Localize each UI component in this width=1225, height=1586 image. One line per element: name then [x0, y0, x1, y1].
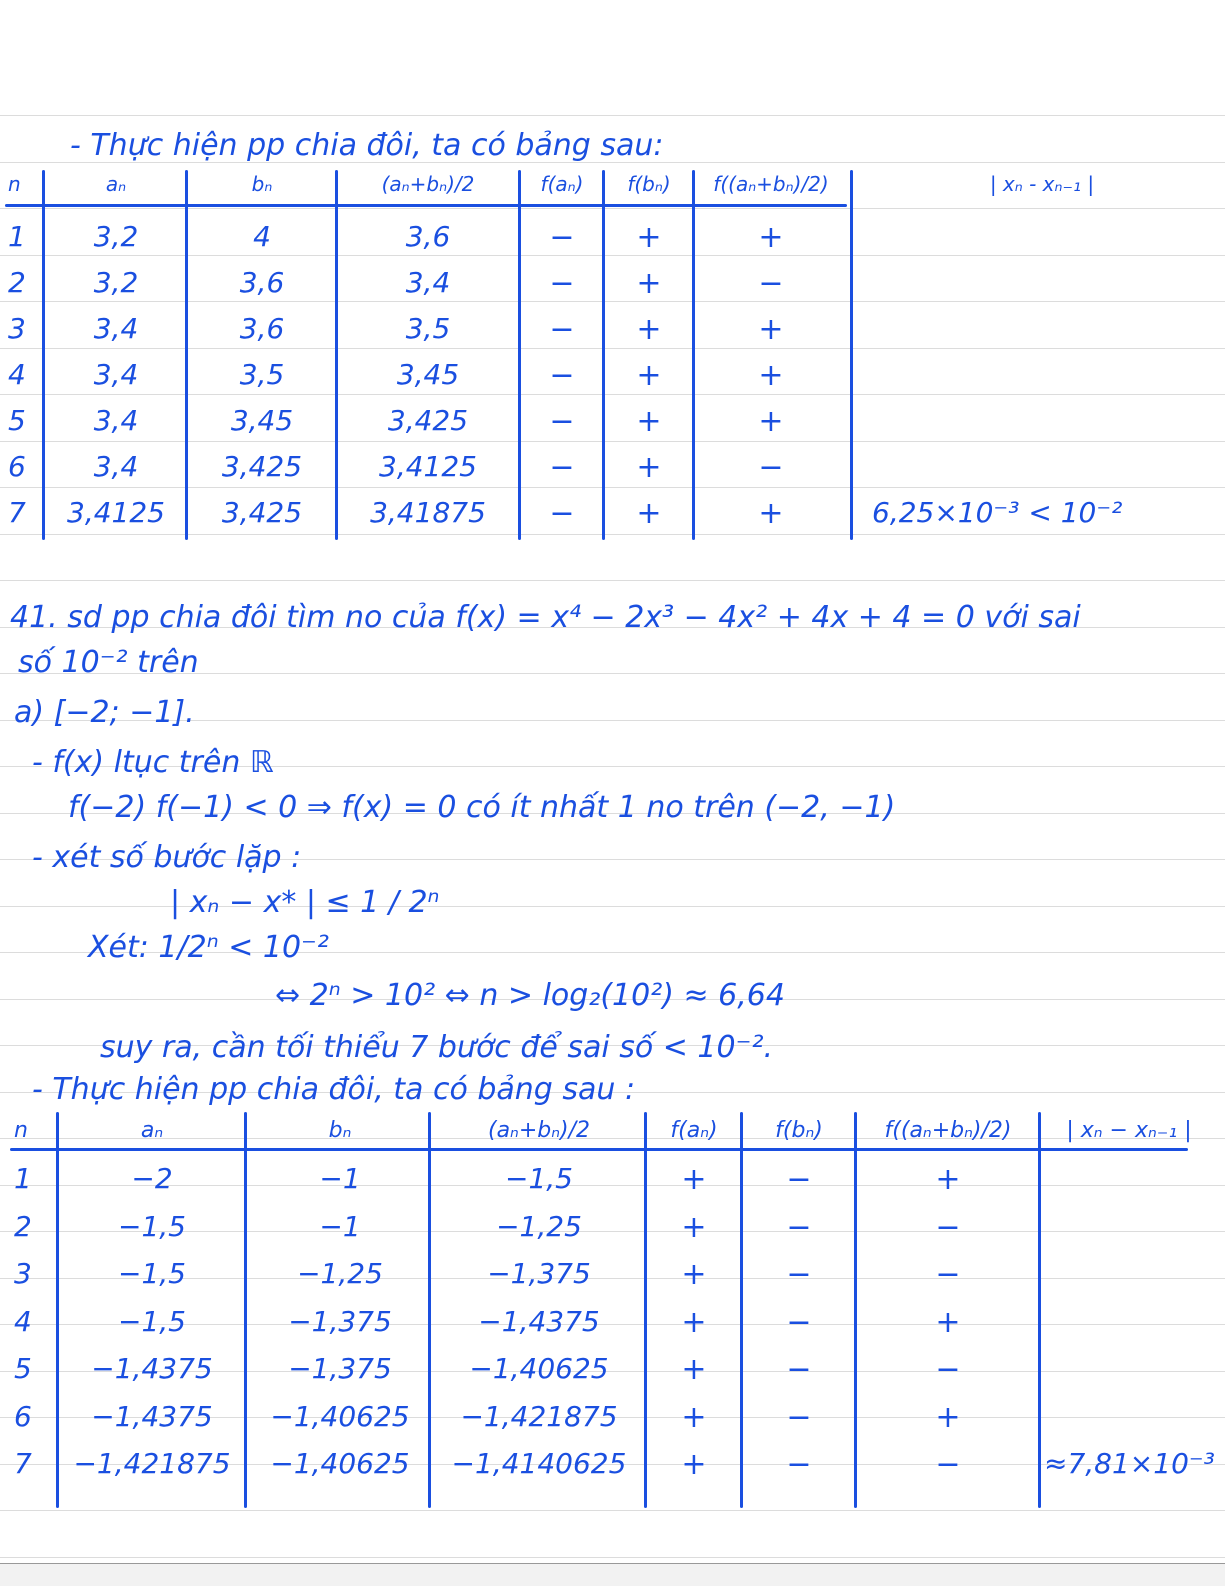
table-cell: 3,6	[239, 266, 285, 299]
table-cell: −1,4375	[91, 1352, 213, 1385]
table-row-index: 4	[14, 1304, 32, 1338]
table-cell: −	[549, 220, 575, 255]
table-cell: −	[549, 496, 575, 531]
table-cell: −1,5	[118, 1209, 186, 1243]
table-header-underline	[10, 1148, 1188, 1151]
xet-inequality: Xét: 1/2ⁿ < 10⁻²	[88, 930, 329, 965]
table-column-divider	[244, 1112, 247, 1508]
table-header-cell: f((aₙ+bₙ)/2)	[713, 172, 829, 196]
table-cell: −1,421875	[73, 1447, 231, 1480]
table-header-cell: f((aₙ+bₙ)/2)	[884, 1118, 1012, 1143]
table-cell: +	[636, 358, 662, 393]
ruled-line	[0, 348, 1225, 349]
table-header-cell: f(bₙ)	[775, 1118, 823, 1143]
table-cell: +	[758, 496, 784, 531]
table-cell: 3,4	[93, 312, 139, 345]
table-row-index: 6	[14, 1399, 32, 1433]
table-cell: 3,425	[387, 404, 469, 437]
table-cell: 3,4125	[379, 450, 477, 483]
table-cell: 3,4	[405, 266, 451, 299]
table-column-divider	[335, 170, 338, 540]
table-row-index: 3	[8, 312, 26, 345]
table-header-cell: aₙ	[140, 1118, 164, 1143]
table-cell: +	[681, 1399, 707, 1435]
table-cell: −1,5	[118, 1257, 186, 1290]
table-column-divider	[42, 170, 45, 540]
table-cell: +	[681, 1447, 707, 1482]
table-cell: +	[636, 496, 662, 531]
table-cell: −1,4140625	[451, 1447, 627, 1480]
table-cell: −1,40625	[270, 1447, 410, 1480]
table-header-cell: f(aₙ)	[540, 172, 584, 196]
table-cell: −	[786, 1447, 812, 1482]
table-cell: −	[786, 1257, 812, 1292]
ruled-line	[0, 255, 1225, 256]
ruled-line	[0, 208, 1225, 209]
table-cell: −	[786, 1399, 812, 1435]
table-header-underline	[5, 204, 847, 207]
table-cell: +	[758, 312, 784, 347]
table-cell: 3,5	[405, 312, 451, 345]
table-cell: −	[935, 1352, 961, 1387]
table-column-divider	[56, 1112, 59, 1508]
table-cell: −	[549, 358, 575, 393]
table-header-cell: bₙ	[328, 1118, 352, 1143]
table-cell: −	[935, 1209, 961, 1245]
table-cell: 3,6	[239, 312, 285, 345]
table-cell: +	[636, 220, 662, 255]
table-cell: −1,40625	[270, 1399, 410, 1433]
table-cell: 4	[253, 220, 271, 253]
iteration-count-heading: - xét số bước lặp :	[32, 840, 302, 875]
table-cell: ≈7,81×10⁻³	[1044, 1447, 1215, 1480]
error-bound-inequality: | xₙ − x* | ≤ 1 / 2ⁿ	[170, 885, 440, 920]
table-header-cell: | xₙ - xₙ₋₁ |	[989, 172, 1095, 196]
table-cell: +	[935, 1304, 961, 1340]
table-cell: −	[786, 1162, 812, 1197]
table-cell: +	[636, 266, 662, 301]
table-cell: −	[549, 266, 575, 301]
table-cell: −	[786, 1304, 812, 1340]
table-column-divider	[850, 170, 853, 540]
table-cell: −	[549, 312, 575, 347]
table-cell: 3,45	[396, 358, 460, 391]
table-cell: +	[636, 312, 662, 347]
conclusion-text: suy ra, cần tối thiểu 7 bước để sai số < 10⁻².	[100, 1030, 774, 1065]
table-cell: −	[549, 450, 575, 485]
table-cell: +	[935, 1399, 961, 1435]
part-a-label: a) [−2; −1].	[14, 695, 195, 730]
table-row-index: 7	[8, 496, 26, 529]
table-column-divider	[1038, 1112, 1041, 1508]
table-cell: 3,5	[239, 358, 285, 391]
table-cell: −	[758, 266, 784, 301]
table-column-divider	[854, 1112, 857, 1508]
table-column-divider	[518, 170, 521, 540]
ruled-line	[0, 534, 1225, 535]
table-cell: −	[786, 1352, 812, 1387]
table-header-cell: n	[8, 172, 21, 196]
table-cell: −1,40625	[469, 1352, 609, 1385]
table-cell: −1,25	[297, 1257, 383, 1290]
table-cell: −1,375	[288, 1352, 392, 1385]
table-cell: 3,4	[93, 404, 139, 437]
ruled-line	[0, 580, 1225, 581]
continuity-note: - f(x) ltục trên ℝ	[32, 745, 274, 780]
table-cell: 3,41875	[370, 496, 486, 529]
table-header-cell: f(aₙ)	[670, 1118, 718, 1143]
table-row-index: 5	[8, 404, 26, 437]
sign-change-note: f(−2) f(−1) < 0 ⇒ f(x) = 0 có ít nhất 1 no trên (−2, −1)	[68, 790, 896, 825]
table-row-index: 4	[8, 358, 26, 391]
intro-text-2: - Thực hiện pp chia đôi, ta có bảng sau :	[32, 1072, 636, 1107]
ruled-line	[0, 441, 1225, 442]
table-cell: −1,421875	[460, 1399, 618, 1433]
ruled-line	[0, 394, 1225, 395]
table-cell: −	[935, 1447, 961, 1482]
table-row-index: 6	[8, 450, 26, 483]
table-cell: +	[681, 1162, 707, 1197]
table-cell: −	[758, 450, 784, 485]
table-cell: +	[758, 220, 784, 255]
table-cell: 3,4	[93, 358, 139, 391]
table-cell: −	[786, 1209, 812, 1245]
table-row-index: 3	[14, 1257, 32, 1290]
table-row-index: 7	[14, 1447, 32, 1480]
table-cell: −1,5	[505, 1162, 573, 1195]
table-cell: 3,2	[93, 266, 139, 299]
table-cell: −1	[319, 1162, 361, 1195]
table-cell: −	[549, 404, 575, 439]
table-column-divider	[185, 170, 188, 540]
table-cell: −1	[319, 1209, 361, 1243]
table-cell: 6,25×10⁻³ < 10⁻²	[872, 496, 1123, 529]
table-column-divider	[644, 1112, 647, 1508]
table-row-index: 1	[8, 220, 26, 253]
ruled-line	[0, 1557, 1225, 1558]
table-cell: −1,4375	[478, 1304, 600, 1338]
table-cell: −2	[131, 1162, 173, 1195]
table-cell: −1,5	[118, 1304, 186, 1338]
table-cell: −	[935, 1257, 961, 1292]
table-header-cell: | xₙ − xₙ₋₁ |	[1066, 1118, 1192, 1143]
table-header-cell: n	[14, 1118, 28, 1143]
table-cell: +	[681, 1257, 707, 1292]
table-header-cell: f(bₙ)	[627, 172, 671, 196]
table-cell: −1,375	[288, 1304, 392, 1338]
table-header-cell: aₙ	[105, 172, 127, 196]
table-cell: +	[636, 450, 662, 485]
table-column-divider	[740, 1112, 743, 1508]
table-cell: +	[758, 358, 784, 393]
ruled-line	[0, 115, 1225, 116]
table-row-index: 2	[8, 266, 26, 299]
intro-text-1: - Thực hiện pp chia đôi, ta có bảng sau:	[70, 128, 664, 163]
page-bottom-edge	[0, 1563, 1225, 1586]
ruled-line	[0, 1510, 1225, 1511]
table-cell: −1,375	[487, 1257, 591, 1290]
ruled-line	[0, 301, 1225, 302]
table-header-cell: (aₙ+bₙ)/2	[381, 172, 475, 196]
table-cell: 3,4125	[67, 496, 165, 529]
ruled-line	[0, 487, 1225, 488]
table-cell: −1,4375	[91, 1399, 213, 1433]
problem-statement: 41. sd pp chia đôi tìm no của f(x) = x⁴ − 2x³ − 4x² + 4x + 4 = 0 với sai	[10, 600, 1081, 635]
table-cell: +	[636, 404, 662, 439]
problem-statement-cont: số 10⁻² trên	[18, 645, 199, 680]
table-row-index: 5	[14, 1352, 32, 1385]
table-cell: 3,45	[230, 404, 294, 437]
table-cell: 3,4	[93, 450, 139, 483]
table-cell: +	[935, 1162, 961, 1197]
table-row-index: 1	[14, 1162, 32, 1195]
table-cell: +	[681, 1209, 707, 1245]
table-cell: 3,6	[405, 220, 451, 253]
table-column-divider	[602, 170, 605, 540]
table-cell: 3,425	[221, 496, 303, 529]
table-column-divider	[692, 170, 695, 540]
table-row-index: 2	[14, 1209, 32, 1243]
table-cell: +	[681, 1304, 707, 1340]
table-cell: +	[681, 1352, 707, 1387]
table-cell: 3,425	[221, 450, 303, 483]
table-cell: +	[758, 404, 784, 439]
log-derivation: ⇔ 2ⁿ > 10² ⇔ n > log₂(10²) ≈ 6,64	[275, 978, 785, 1013]
table-cell: −1,25	[496, 1209, 582, 1243]
table-header-cell: (aₙ+bₙ)/2	[487, 1118, 590, 1143]
table-cell: 3,2	[93, 220, 139, 253]
table-header-cell: bₙ	[251, 172, 273, 196]
